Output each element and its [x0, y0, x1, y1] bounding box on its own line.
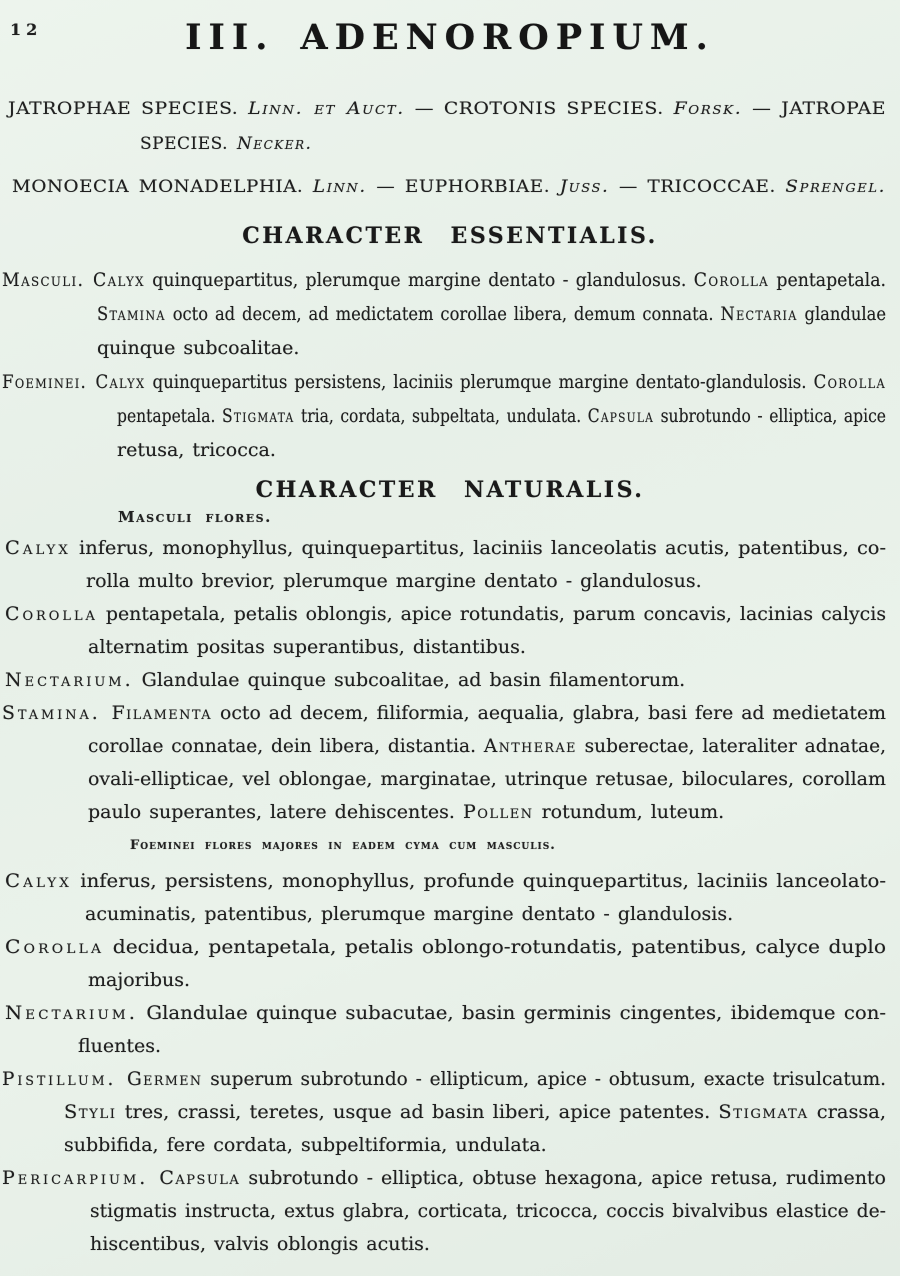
page-number: 12 — [10, 20, 43, 39]
text-segment: majoribus. — [88, 969, 191, 991]
text-segment: rolla multo brevior, plerumque margine dentato - glandulosus. — [86, 570, 702, 592]
text-line-content — [85, 898, 733, 931]
paragraph-stamina-masculi — [0, 697, 900, 829]
text-line — [0, 730, 900, 763]
text-segment: quinquepartitus, plerumque margine dentato - glandulosus. — [144, 269, 694, 291]
text-line — [0, 598, 900, 631]
text-segment: Corolla — [693, 269, 770, 291]
text-line — [0, 1096, 900, 1129]
text-segment: Linn. — [312, 177, 367, 197]
text-segment: quinque subcoalitae. — [97, 337, 300, 359]
text-segment: ovali-ellipticae, vel oblongae, marginatae, utrinque retusae, biloculares, corollam — [88, 768, 886, 790]
paragraph-nectarium-masculi — [0, 664, 900, 697]
text-line — [0, 297, 900, 331]
text-line — [0, 997, 900, 1030]
text-segment: inferus, persistens, monophyllus, profunde quinquepartitus, laciniis lanceolato- — [71, 870, 887, 892]
text-line-content — [12, 170, 886, 205]
chapter-numeral: III. — [185, 17, 275, 58]
scanned-book-page — [0, 14, 900, 1276]
text-line-content — [88, 631, 526, 664]
text-segment: octo ad decem, ad medictatem corollae libera, demum connata. — [165, 303, 721, 325]
paragraph-synonymy — [0, 92, 900, 162]
text-segment: acuminatis, patentibus, plerumque margine dentato - glandulosis. — [85, 903, 734, 925]
text-segment: Calyx — [95, 371, 146, 393]
text-segment: JATROPHAE SPECIES. — [8, 99, 249, 119]
text-segment: fluentes. — [78, 1035, 162, 1057]
text-segment: glandulae — [797, 303, 886, 325]
text-line-content — [2, 1063, 886, 1096]
text-segment: stigmatis instructa, extus glabra, corticata, tricocca, coccis bivalvibus elastice de- — [90, 1200, 886, 1222]
text-segment: Antherae — [483, 735, 577, 757]
chapter-title — [0, 14, 900, 62]
text-line-content — [5, 532, 886, 565]
text-line-content — [90, 1228, 430, 1261]
text-segment: Corolla — [5, 936, 105, 958]
text-line-content — [64, 1129, 547, 1162]
text-segment: — CROTONIS SPECIES. — [404, 99, 674, 119]
text-line-content — [5, 931, 886, 964]
text-line-content — [2, 1162, 886, 1195]
paragraph-pistillum — [0, 1063, 900, 1162]
text-segment: — JATROPAE — [742, 99, 886, 119]
text-segment: retusa, tricocca. — [117, 439, 276, 461]
text-segment: Germen — [126, 1068, 203, 1090]
text-segment: Linn. et Auct. — [248, 99, 405, 119]
text-line — [0, 964, 900, 997]
text-segment: Pericarpium. — [2, 1167, 160, 1189]
heading-character-naturalis: CHARACTER NATURALIS. — [255, 477, 645, 503]
paragraph-essentialis-masculi — [0, 263, 900, 365]
text-segment: Juss. — [559, 177, 610, 197]
text-line — [0, 898, 900, 931]
text-line-content — [5, 664, 685, 697]
text-line-content — [2, 263, 886, 297]
text-line — [0, 1162, 900, 1195]
text-segment: subrotundo - elliptica, apice — [654, 405, 886, 427]
text-segment: pentapetala. — [769, 269, 887, 291]
text-segment: Styli — [64, 1101, 117, 1123]
text-segment: Pollen — [462, 801, 534, 823]
text-segment: Calyx — [93, 269, 145, 291]
text-line — [0, 1228, 900, 1261]
paragraph-essentialis-foeminei — [0, 365, 900, 467]
text-segment: paulo superantes, latere dehiscentes. — [88, 801, 463, 823]
text-line — [0, 170, 900, 205]
text-line-content — [86, 565, 702, 598]
paragraph-calyx-foeminei — [0, 865, 900, 931]
text-segment: rotundum, luteum. — [533, 801, 725, 823]
text-segment: Masculi. — [2, 269, 94, 291]
text-line — [0, 796, 900, 829]
text-segment: Capsula — [587, 405, 655, 427]
text-segment: Nectarium. — [5, 1002, 139, 1024]
text-line-content — [8, 92, 886, 127]
text-segment: hiscentibus, valvis oblongis acutis. — [90, 1233, 430, 1255]
text-line — [0, 865, 900, 898]
text-line-content — [88, 763, 886, 796]
text-segment: — EUPHORBIAE. — [366, 177, 560, 197]
paragraph-nectarium-foeminei — [0, 997, 900, 1063]
text-segment: quinquepartitus persistens, laciniis plerumque margine dentato-glandulosis. — [145, 371, 814, 393]
paragraph-corolla-foeminei — [0, 931, 900, 997]
text-segment: Filamenta — [111, 702, 213, 724]
text-segment: Foeminei. — [2, 371, 96, 393]
text-line-content — [140, 127, 312, 162]
text-segment: Corolla — [813, 371, 887, 393]
paragraph-corolla-masculi — [0, 598, 900, 664]
text-segment: Glandulae quinque subcoalitae, ad basin filamentorum. — [133, 669, 686, 691]
text-segment: superum subrotundo - ellipticum, apice - obtusum, exacte trisulcatum. — [202, 1068, 887, 1090]
text-segment: Corolla — [5, 603, 98, 625]
subheading-foeminei-flores: Foeminei flores majores in eadem cyma cum masculis. — [130, 838, 556, 853]
text-line — [0, 931, 900, 964]
text-segment: pentapetala. — [117, 405, 223, 427]
text-segment: MONOECIA MONADELPHIA. — [12, 177, 313, 197]
text-segment: Stigmata — [718, 1101, 809, 1123]
text-line-content — [90, 1195, 886, 1228]
text-segment: Nectaria — [720, 303, 798, 325]
text-line — [0, 127, 900, 162]
text-line — [0, 1129, 900, 1162]
text-line-content — [2, 365, 886, 399]
text-line — [0, 631, 900, 664]
text-segment: Calyx — [5, 870, 72, 892]
text-line — [0, 1063, 900, 1096]
text-segment: Forsk. — [673, 99, 743, 119]
text-segment: tres, crassi, teretes, usque ad basin liberi, apice patentes. — [116, 1101, 719, 1123]
text-segment: — TRICOCCAE. — [609, 177, 786, 197]
paragraph-pericarpium — [0, 1162, 900, 1261]
text-line — [0, 365, 900, 399]
paragraph-calyx-masculi — [0, 532, 900, 598]
text-segment: crassa, — [808, 1101, 887, 1123]
text-segment: Calyx — [5, 537, 71, 559]
text-segment: Pistillum. — [2, 1068, 127, 1090]
chapter-name: ADENOROPIUM. — [300, 17, 715, 58]
text-segment: inferus, monophyllus, quinquepartitus, laciniis lanceolatis acutis, patentibus, co- — [70, 537, 887, 559]
text-segment: alternatim positas superantibus, distantibus. — [88, 636, 526, 658]
text-segment: suberectae, lateraliter adnatae, — [576, 735, 886, 757]
text-line — [0, 1030, 900, 1063]
text-line — [0, 532, 900, 565]
text-line — [0, 433, 900, 467]
text-segment: tria, cordata, subpeltata, undulata. — [294, 405, 588, 427]
text-line-content — [5, 598, 886, 631]
text-segment: Stigmata — [222, 405, 295, 427]
text-line — [0, 664, 900, 697]
text-line-content — [88, 964, 190, 997]
text-line — [0, 1195, 900, 1228]
heading-character-essentialis: CHARACTER ESSENTIALIS. — [242, 223, 658, 249]
text-line-content — [5, 997, 886, 1030]
text-line-content — [64, 1096, 886, 1129]
text-line-content — [97, 331, 299, 365]
text-segment: Glandulae quinque subacutae, basin germinis cingentes, ibidemque con- — [138, 1002, 887, 1024]
text-line — [0, 399, 900, 433]
text-segment: corollae connatae, dein libera, distantia. — [88, 735, 484, 757]
subheading-masculi-flores: Masculi flores. — [118, 508, 272, 526]
text-line-content — [88, 796, 724, 829]
text-segment: Nectarium. — [5, 669, 134, 691]
text-line-content — [117, 433, 276, 467]
text-segment: Necker. — [236, 134, 313, 154]
text-line-content — [88, 730, 886, 763]
text-segment: Capsula — [159, 1167, 241, 1189]
text-line — [0, 263, 900, 297]
text-segment: decidua, pentapetala, petalis oblongo-rotundatis, patentibus, calyce duplo — [104, 936, 887, 958]
text-line — [0, 697, 900, 730]
text-line-content — [97, 297, 886, 331]
text-segment: SPECIES. — [140, 134, 237, 154]
text-line-content — [78, 1030, 161, 1063]
text-segment: Stamina — [97, 303, 166, 325]
text-line-content — [117, 399, 886, 433]
text-line — [0, 565, 900, 598]
text-segment: Stamina. — [2, 702, 112, 724]
text-segment: subrotundo - elliptica, obtuse hexagona, apice retusa, rudimento — [240, 1167, 886, 1189]
text-line — [0, 763, 900, 796]
paragraph-classification — [0, 170, 900, 205]
text-segment: pentapetala, petalis oblongis, apice rotundatis, parum concavis, lacinias calycis — [97, 603, 887, 625]
text-segment: octo ad decem, filiformia, aequalia, glabra, basi fere ad medietatem — [212, 702, 886, 724]
text-line-content — [5, 865, 886, 898]
text-line — [0, 92, 900, 127]
text-line — [0, 331, 900, 365]
text-segment: subbifida, fere cordata, subpeltiformia, undulata. — [64, 1134, 547, 1156]
text-line-content — [2, 697, 886, 730]
text-segment: Sprengel. — [785, 177, 887, 197]
